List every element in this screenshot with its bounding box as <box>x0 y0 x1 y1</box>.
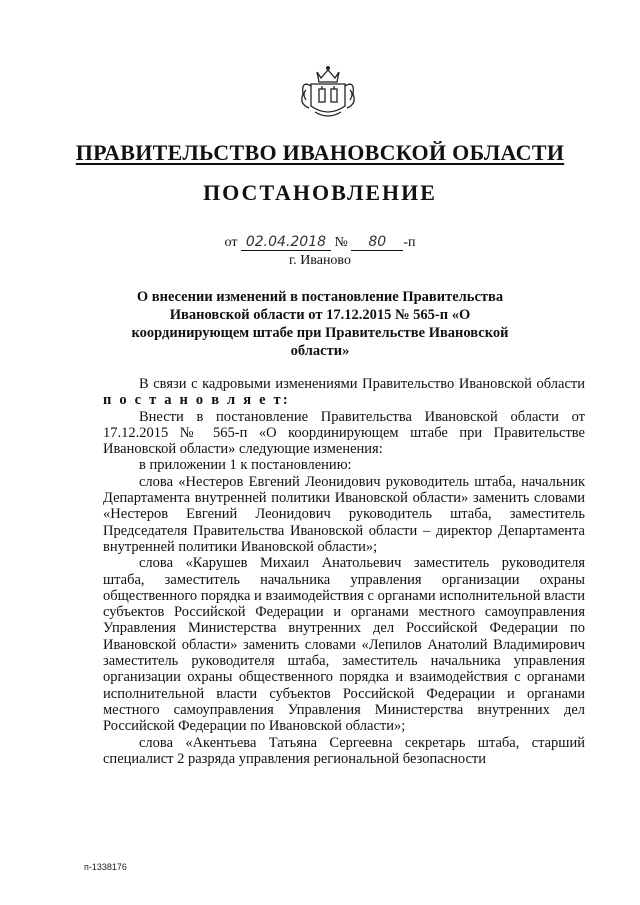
decree-word: п о с т а н о в л я е т: <box>103 392 290 409</box>
document-subject: О внесении изменений в постановление Правительства Ивановской области от 17.12.2015 № 565-п «О координирующем штабе при Правительстве Ивановской области» <box>131 289 509 359</box>
date-number-line <box>0 234 640 251</box>
footer-code: п-1338176 <box>84 862 127 872</box>
number-value: 80 <box>351 234 403 251</box>
government-title <box>0 140 640 166</box>
date-value: 02.04.2018 <box>241 234 331 251</box>
city: г. Иваново <box>289 253 351 268</box>
body-paragraph: Внести в постановление Правительства Ивановской области от 17.12.2015 № 565-п «О координирующем штабе при Правительстве Ивановской области» следующие изменения: <box>103 408 585 458</box>
body-paragraph: в приложении 1 к постановлению: <box>139 457 352 474</box>
body-paragraph: слова «Нестеров Евгений Леонидович руководитель штаба, начальник Департамента внутренней политики Ивановской области» заменить словами «Нестеров Евгений Леонидович руководитель штаба, заместитель Председателя Правительства Ивановской области – директор Департамента внутренней политики Ивановской области»; <box>103 473 585 555</box>
date-prefix: от <box>224 235 238 250</box>
preamble-text: В связи с кадровыми изменениями Правительство Ивановской области <box>139 376 585 392</box>
number-prefix: № <box>334 235 348 250</box>
body-paragraph: слова «Карушев Михаил Анатольевич заместитель руководителя штаба, заместитель начальника управления организации охраны общественного порядка и взаимодействия с органами исполнительной власти субъектов Российской Федерации и органами местного самоуправления Управления Министерства внутренних дел Российской Федерации по Ивановской области» заменить словами «Лепилов Анатолий Владимирович заместитель руководителя штаба, заместитель начальника управления организации охраны общественного порядка и взаимодействия с органами исполнительной власти субъектов Российской Федерации и органами местного самоуправления Управления Министерства внутренних дел Российской Федерации по Ивановской области»; <box>103 555 585 735</box>
document-type: ПОСТАНОВЛЕНИЕ <box>203 180 437 205</box>
document-body <box>103 376 585 767</box>
number-suffix: -п <box>403 235 416 250</box>
government-name: ПРАВИТЕЛЬСТВО ИВАНОВСКОЙ ОБЛАСТИ <box>75 140 565 165</box>
body-paragraph: слова «Акентьева Татьяна Сергеевна секретарь штаба, старший специалист 2 разряда управления региональной безопасности <box>103 734 585 767</box>
coat-of-arms-icon <box>297 60 359 120</box>
body-paragraph <box>103 376 585 409</box>
